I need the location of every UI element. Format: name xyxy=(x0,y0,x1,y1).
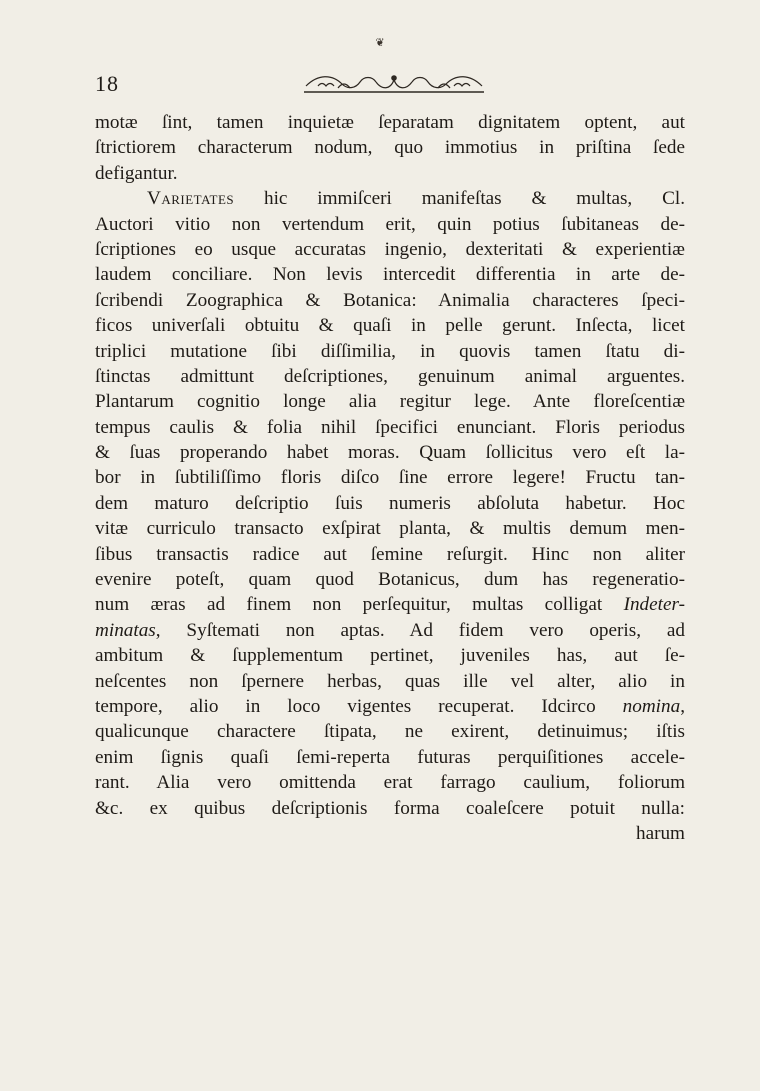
text-line: tempus caulis & folia nihil ſpecifici enunciant. Floris periodus xyxy=(95,416,685,438)
text-line: ſcriptiones eo usque accuratas ingenio, dexteritati & experientiæ xyxy=(95,238,685,260)
text-line: vitæ curriculo transacto exſpirat planta, & multis demum men- xyxy=(95,518,685,540)
text-line: ambitum & ſupplementum pertinet, juveniles has, aut ſe- xyxy=(95,645,685,667)
text-line: & ſuas properando habet moras. Quam ſollicitus vero eſt la- xyxy=(95,442,685,464)
text-line: dem maturo deſcriptio ſuis numeris abſoluta habetur. Hoc xyxy=(95,492,685,514)
text-line: laudem conciliare. Non levis intercedit differentia in arte de- xyxy=(95,264,685,286)
text-line: minatas, Syſtemati non aptas. Ad fidem vero operis, ad xyxy=(95,619,685,641)
text-line: qualicunque charactere ſtipata, ne exirent, detinuimus; iſtis xyxy=(95,721,685,743)
text-line: Auctori vitio non vertendum erit, quin potius ſubitaneas de- xyxy=(95,213,685,235)
text-line: num æras ad finem non perſequitur, multas colligat Indeter- xyxy=(95,594,685,616)
text-line: tempore, alio in loco vigentes recuperat. Idcirco nomina, xyxy=(95,695,685,717)
body-text xyxy=(95,110,685,846)
text-line: ſtinctas admittunt deſcriptiones, genuinum animal arguentes. xyxy=(95,365,685,387)
text-line: Varietates hic immiſceri manifeſtas & multas, Cl. xyxy=(147,188,685,210)
text-line: ſtrictiorem characterum nodum, quo immotius in priſtina ſede xyxy=(95,137,685,159)
page-number: 18 xyxy=(95,71,119,96)
text-line: evenire poteſt, quam quod Botanicus, dum has regeneratio- xyxy=(95,569,685,591)
catchword: harum xyxy=(635,822,685,844)
leaf-ornament-icon: ❦ xyxy=(375,37,385,49)
text-line: motæ ſint, tamen inquietæ ſeparatam dignitatem optent, aut xyxy=(95,112,685,133)
text-line: triplici mutatione ſibi diſſimilia, in quovis tamen ſtatu di- xyxy=(95,340,685,362)
text-line: &c. ex quibus deſcriptionis forma coaleſcere potuit nulla: xyxy=(95,797,685,819)
text-line: ficos univerſali obtuitu & quaſi in pelle gerunt. Inſecta, licet xyxy=(95,315,685,337)
text-line: ſibus transactis radice aut ſemine reſurgit. Hinc non aliter xyxy=(95,543,685,565)
headpiece-ornament-icon xyxy=(298,72,490,94)
text-line: defigantur. xyxy=(95,162,178,184)
text-line: Plantarum cognitio longe alia regitur lege. Ante floreſcentiæ xyxy=(95,391,685,413)
text-line: ſcribendi Zoographica & Botanica: Animalia characteres ſpeci- xyxy=(95,289,685,311)
text-line: neſcentes non ſpernere herbas, quas ille vel alter, alio in xyxy=(95,670,685,692)
text-line: rant. Alia vero omittenda erat farrago caulium, foliorum xyxy=(95,772,685,794)
text-line: enim ſignis quaſi ſemi-reperta futuras perquiſitiones accele- xyxy=(95,746,685,768)
text-line: bor in ſubtiliſſimo floris diſco ſine errore legere! Fructu tan- xyxy=(95,467,685,489)
